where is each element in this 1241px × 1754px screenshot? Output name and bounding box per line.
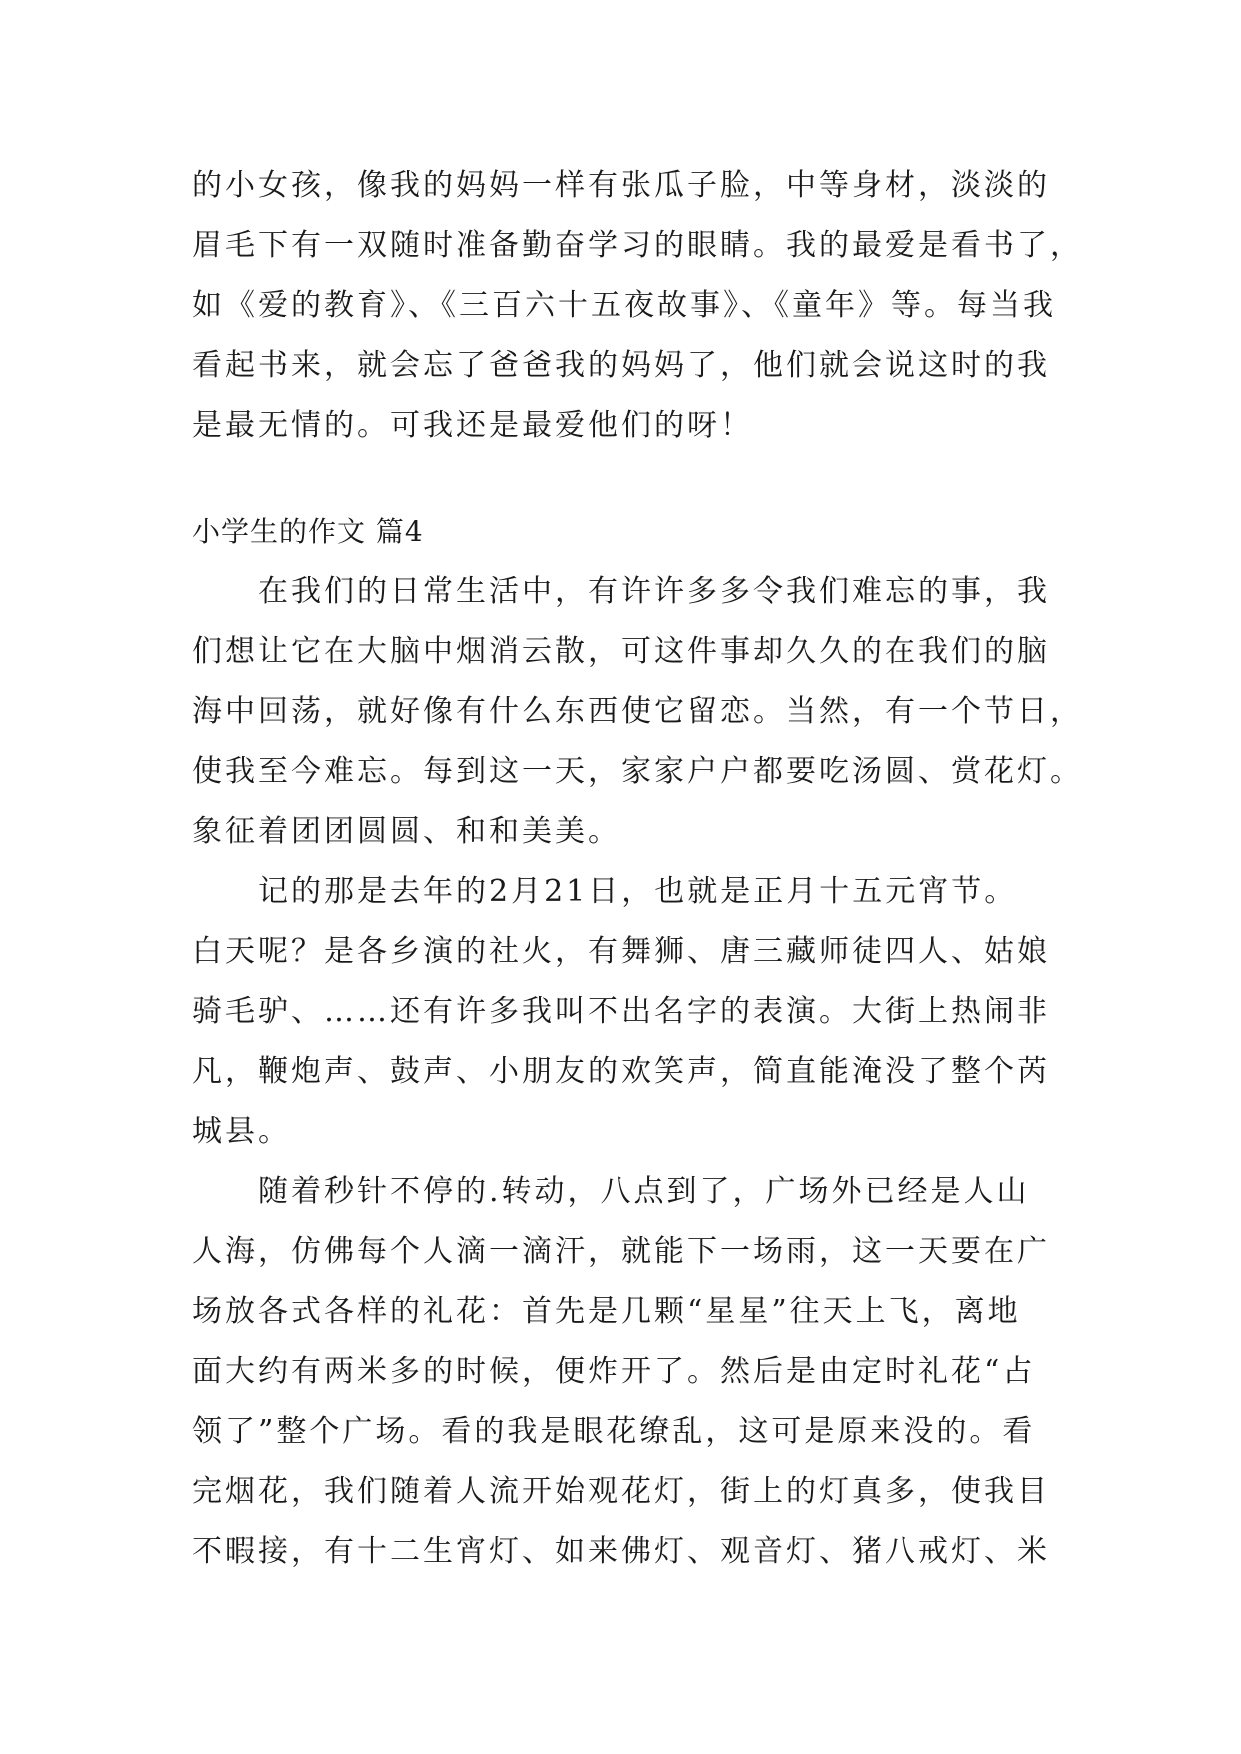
paragraph-line: 随着秒针不停的.转动，八点到了，广场外已经是人山	[258, 1174, 1030, 1209]
paragraph-line: 们想让它在大脑中烟消云散，可这件事却久久的在我们的脑	[192, 634, 1050, 669]
paragraph-line: 城县。	[192, 1114, 291, 1149]
section-title: 小学生的作文 篇4	[192, 515, 424, 548]
paragraph-line: 的小女孩，像我的妈妈一样有张瓜子脸，中等身材，淡淡的	[192, 168, 1050, 203]
paragraph-line: 完烟花，我们随着人流开始观花灯，街上的灯真多，使我目	[192, 1474, 1050, 1509]
paragraph-line: 使我至今难忘。每到这一天，家家户户都要吃汤圆、赏花灯。	[192, 754, 1083, 789]
paragraph-line: 面大约有两米多的时候，便炸开了。然后是由定时礼花“占	[192, 1354, 1036, 1389]
paragraph-line: 白天呢？是各乡演的社火，有舞狮、唐三藏师徒四人、姑娘	[192, 934, 1050, 969]
paragraph-line: 记的那是去年的2月21日，也就是正月十五元宵节。	[258, 874, 1018, 909]
paragraph-line: 如《爱的教育》、《三百六十五夜故事》、《童年》等。每当我	[192, 288, 1056, 323]
paragraph-line: 看起书来，就会忘了爸爸我的妈妈了，他们就会说这时的我	[192, 348, 1050, 383]
paragraph-line: 骑毛驴、……还有许多我叫不出名字的表演。大街上热闹非	[192, 994, 1050, 1029]
paragraph-line: 是最无情的。可我还是最爱他们的呀！	[192, 408, 753, 443]
paragraph-line: 眉毛下有一双随时准备勤奋学习的眼睛。我的最爱是看书了，	[192, 228, 1083, 263]
paragraph-line: 场放各式各样的礼花：首先是几颗“星星”往天上飞，离地	[192, 1294, 1021, 1329]
paragraph-line: 领了”整个广场。看的我是眼花缭乱，这可是原来没的。看	[192, 1414, 1036, 1449]
paragraph-line: 凡，鞭炮声、鼓声、小朋友的欢笑声，简直能淹没了整个芮	[192, 1054, 1050, 1089]
paragraph-line: 不暇接，有十二生宵灯、如来佛灯、观音灯、猪八戒灯、米	[192, 1534, 1050, 1569]
paragraph-line: 海中回荡，就好像有什么东西使它留恋。当然，有一个节日，	[192, 694, 1083, 729]
paragraph-line: 象征着团团圆圆、和和美美。	[192, 814, 621, 849]
paragraph-line: 在我们的日常生活中，有许许多多令我们难忘的事，我	[258, 574, 1050, 609]
paragraph-line: 人海，仿佛每个人滴一滴汗，就能下一场雨，这一天要在广	[192, 1234, 1050, 1269]
